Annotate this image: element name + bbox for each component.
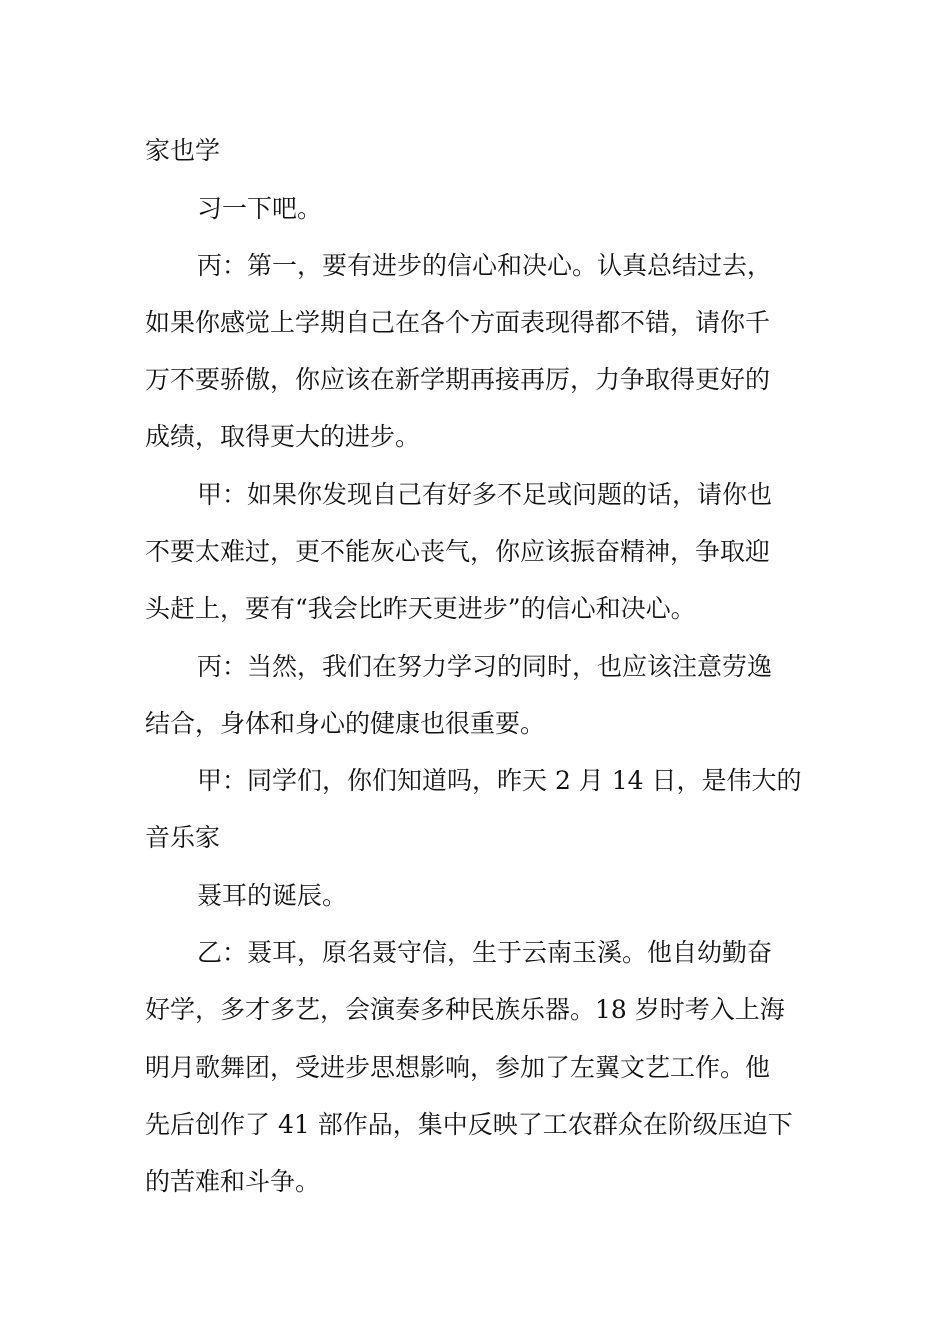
- text-line: 习一下吧。: [197, 194, 323, 223]
- text-line: 音乐家: [145, 823, 221, 852]
- text-line: 丙：第一，要有进步的信心和决心。认真总结过去，: [197, 251, 773, 280]
- text-line: 甲：同学们，你们知道吗，昨天 2 月 14 日，是伟大的: [197, 766, 802, 795]
- text-line: 家也学: [145, 136, 221, 165]
- text-line: 好学，多才多艺，会演奏多种民族乐器。18 岁时考入上海: [145, 995, 785, 1024]
- text-line: 丙：当然，我们在努力学习的同时，也应该注意劳逸: [197, 652, 773, 681]
- text-line: 万不要骄傲，你应该在新学期再接再厉，力争取得更好的: [145, 365, 771, 394]
- text-line: 结合，身体和身心的健康也很重要。: [145, 709, 546, 738]
- text-line: 聂耳的诞辰。: [197, 881, 348, 910]
- text-line: 的苦难和斗争。: [145, 1167, 321, 1196]
- text-line: 明月歌舞团，受进步思想影响，参加了左翼文艺工作。他: [145, 1053, 771, 1082]
- text-line: 先后创作了 41 部作品，集中反映了工农群众在阶级压迫下: [145, 1110, 793, 1139]
- text-line: 不要太难过，更不能灰心丧气，你应该振奋精神，争取迎: [145, 537, 771, 566]
- text-line: 如果你感觉上学期自己在各个方面表现得都不错，请你千: [145, 308, 771, 337]
- text-line: 甲：如果你发现自己有好多不足或问题的话，请你也: [197, 480, 773, 509]
- text-line: 乙：聂耳，原名聂守信，生于云南玉溪。他自幼勤奋: [197, 938, 773, 967]
- text-line: 成绩，取得更大的进步。: [145, 422, 421, 451]
- text-line: 头赶上，要有“我会比昨天更进步”的信心和决心。: [145, 594, 696, 623]
